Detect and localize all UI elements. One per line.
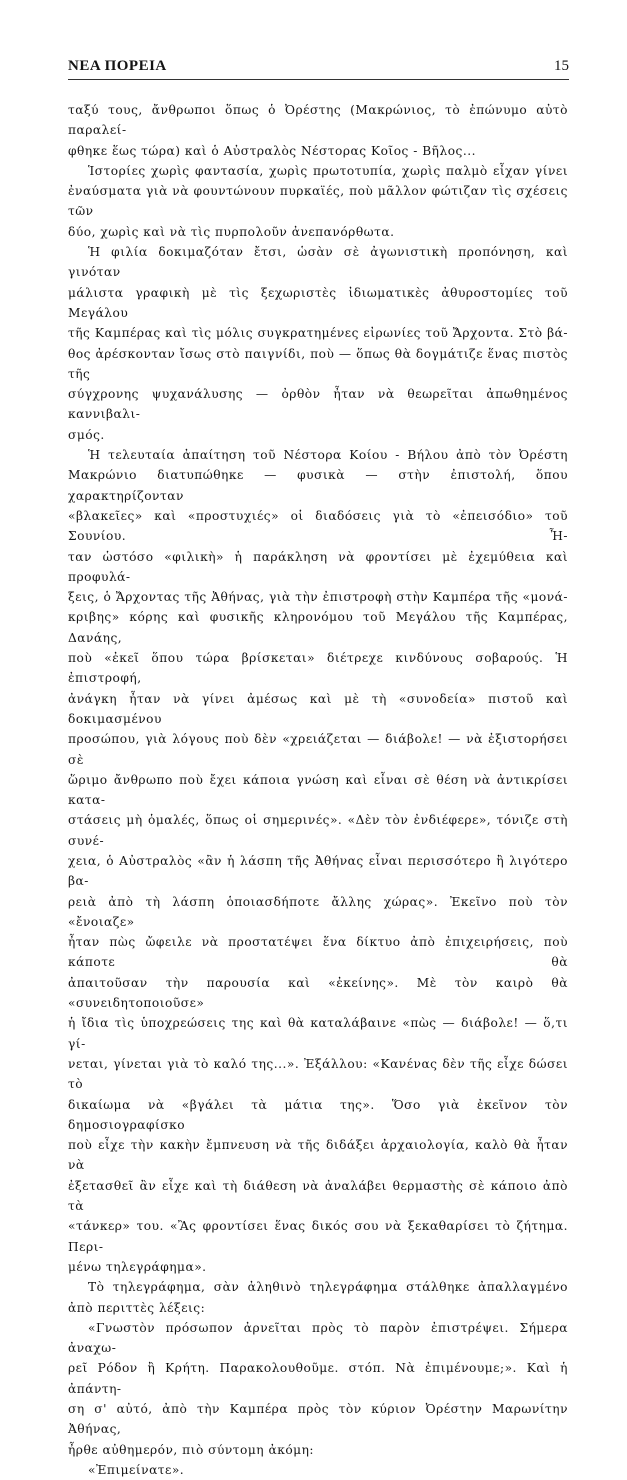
text-line: Ἡ φιλία δοκιμαζόταν ἔτσι, ὡσὰν σὲ ἀγωνιστικὴ προπόνηση, καὶ γινόταν [68,245,568,280]
text-line: ἀνάγκη ἦταν νὰ γίνει ἀμέσως καὶ μὲ τὴ «συνοδεία» πιστοῦ καὶ δοκιμασμένου [68,691,568,726]
text-line: δικαίωμα νὰ «βγάλει τὰ μάτια της». Ὅσο γιὰ ἐκεῖνον τὸν δημοσιογραφίσκο [68,1097,568,1132]
text-line: σύγχρονης ψυχανάλυσης — ὀρθὸν ἦταν νὰ θεωρεῖται ἀπωθημένος καννιβαλι- [68,387,568,422]
text-line: μάλιστα γραφικὴ μὲ τὶς ξεχωριστὲς ἰδιωματικὲς ἀθυροστομίες τοῦ Μεγάλου [68,285,568,320]
text-line: ὥριμο ἄνθρωπο ποὺ ἔχει κάποια γνώση καὶ εἶναι σὲ θέση νὰ ἀντικρίσει κατα- [68,772,568,808]
text-line: ποὺ «ἐκεῖ ὅπου τώρα βρίσκεται» διέτρεχε κινδύνους σοβαρούς. Ἡ ἐπιστροφή, [68,651,568,686]
text-line: ἀπὸ περιττὲς λέξεις: [68,1300,206,1315]
text-line: κριβης» κόρης καὶ φυσικῆς κληρονόμου τοῦ Μεγάλου τῆς Καμπέρας, Δανάης, [68,610,568,645]
text-line: «τάνκερ» του. «Ἂς φροντίσει ἕνας δικός σου νὰ ξεκαθαρίσει τὸ ζήτημα. Περι- [68,1219,568,1254]
text-line: ἀπαιτοῦσαν τὴν παρουσία καὶ «ἐκείνης». Μὲ τὸν καιρὸ θὰ «συνειδητοποιοῦσε» [68,975,568,1011]
text-line: σμός. [68,427,105,442]
text-line: ἦρθε αὐθημερόν, πιὸ σύντομη ἀκόμη: [68,1442,314,1457]
text-line: ἐναύσματα γιὰ νὰ φουντώνουν πυρκαϊές, ποὺ μᾶλλον φώτιζαν τὶς σχέσεις τῶν [68,184,568,219]
text-line: ποὺ εἶχε τὴν κακὴν ἔμπνευση νὰ τῆς διδάξει ἀρχαιολογία, καλὸ θὰ ἦταν νὰ [68,1138,568,1173]
text-line: τῆς Καμπέρας καὶ τὶς μόλις συγκρατημένες εἰρωνίες τοῦ Ἄρχοντα. Στὸ βά- [68,326,568,341]
text-line: προσώπου, γιὰ λόγους ποὺ δὲν «χρειάζεται — διάβολε! — νὰ ἐξιστορήσει σὲ [68,732,568,767]
text-line: ρειὰ ἀπὸ τὴ λάσπη ὁποιασδήποτε ἄλλης χώρας». Ἐκεῖνο ποὺ τὸν «ἔνοιαζε» [68,894,568,929]
body-text [68,100,568,1480]
running-header [68,55,569,80]
text-line: ρεῖ Ρόδον ἢ Κρήτη. Παρακολουθοῦμε. στόπ. Νὰ ἐπιμένουμε;». Καὶ ἡ ἀπάντη- [68,1361,568,1396]
text-line: ξεις, ὁ Ἄρχοντας τῆς Ἀθήνας, γιὰ τὴν ἐπιστροφὴ στὴν Καμπέρα τῆς «μονά- [68,590,568,605]
text-line: ταξύ τους, ἄνθρωποι ὅπως ὁ Ὀρέστης (Μακρώνιος, τὸ ἐπώνυμο αὐτὸ παραλεί- [68,103,568,138]
text-line: θος ἀρέσκονταν ἴσως στὸ παιγνίδι, ποὺ — ὅπως θὰ δογμάτιζε ἕνας πιστὸς τῆς [68,346,568,381]
text-line: ἐξετασθεῖ ἂν εἶχε καὶ τὴ διάθεση νὰ ἀναλάβει θερμαστὴς σὲ κάποιο ἀπὸ τὰ [68,1178,568,1214]
text-line: δύο, χωρὶς καὶ νὰ τὶς πυρπολοῦν ἀνεπανόρθωτα. [68,224,395,239]
text-line: Μακρώνιο διατυπώθηκε — φυσικὰ — στὴν ἐπιστολή, ὅπου χαρακτηρίζονταν [68,468,568,503]
text-line: ση σ' αὐτό, ἀπὸ τὴν Καμπέρα πρὸς τὸν κύριον Ὀρέστην Μαρωνίτην Ἀθήνας, [68,1402,568,1437]
text-line: ἦταν πὼς ὤφειλε νὰ προστατέψει ἕνα δίκτυο ἀπὸ ἐπιχειρήσεις, ποὺ κάποτε θὰ [68,935,568,970]
text-line: νεται, γίνεται γιὰ τὸ καλό της...». Ἐξάλλου: «Κανένας δὲν τῆς εἶχε δώσει τὸ [68,1056,568,1092]
text-line: «Γνωστὸν πρόσωπον ἀρνεῖται πρὸς τὸ παρὸν ἐπιστρέψει. Σήμερα ἀναχω- [68,1320,568,1356]
text-line: Τὸ τηλεγράφημα, σὰν ἀληθινὸ τηλεγράφημα στάλθηκε ἀπαλλαγμένο [88,1280,568,1295]
text-line: φθηκε ἕως τώρα) καὶ ὁ Αὐστραλὸς Νέστορας Κοῖος - Βῆλος... [68,143,476,158]
text-line: χεια, ὁ Αὐστραλὸς «ἂν ἡ λάσπη τῆς Ἀθήνας εἶναι περισσότερο ἢ λιγότερο βα- [68,853,568,889]
text-line: Ἡ τελευταία ἀπαίτηση τοῦ Νέστορα Κοίου - Βήλου ἀπὸ τὸν Ὀρέστη [88,448,568,463]
text-line: στάσεις μὴ ὁμαλές, ὅπως οἱ σημερινές». «Δὲν τὸν ἐνδιέφερε», τόνιζε στὴ συνέ- [68,813,568,848]
text-line: ἡ ἴδια τὶς ὑποχρεώσεις της καὶ θὰ καταλάβαινε «πὼς — διάβολε! — ὅ,τι γί- [68,1016,568,1051]
page-number: 15 [554,58,569,74]
journal-title: ΝΕΑ ΠΟΡΕΙΑ [68,58,167,74]
text-line: Ἱστορίες χωρὶς φαντασία, χωρὶς πρωτοτυπία, χωρὶς παλμὸ εἶχαν γίνει [88,163,568,178]
text-line: ταν ὡστόσο «φιλικὴ» ἡ παράκληση νὰ φροντίσει μὲ ἐχεμύθεια καὶ προφυλά- [68,549,568,584]
text-line: «Ἐπιμείνατε». [88,1462,185,1477]
text-line: «βλακεῖες» καὶ «προστυχιές» οἱ διαδόσεις γιὰ τὸ «ἐπεισόδιο» τοῦ Σουνίου. Ἦ- [68,508,568,544]
text-line: μένω τηλεγράφημα». [68,1259,207,1274]
